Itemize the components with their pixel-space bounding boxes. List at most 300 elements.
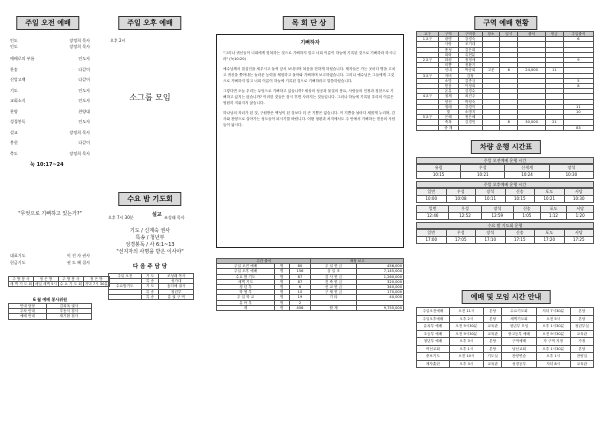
schedule-cell: 오후 1시30분 (536, 323, 570, 331)
cell-report-cell: 인내 (438, 68, 458, 73)
am-worship-column (0, 0, 108, 424)
schedule-cell: 교육관 (570, 360, 593, 368)
cell-report-cell: 강경이 (458, 104, 482, 109)
cell-report-cell: 9 (563, 58, 593, 63)
bus-stop: 유림 (417, 165, 461, 172)
am-order-value: 장정희 목사 (69, 129, 90, 135)
bus-time: 17:15 (505, 237, 535, 244)
bus-table-a (416, 164, 594, 179)
bus-time: 10:30 (564, 196, 594, 203)
cell-report-cell: 양선 (438, 99, 458, 104)
bus-time: 10:24 (505, 172, 549, 179)
cell-report-cell: 8 (563, 84, 593, 89)
am-order-label: 축도 (10, 150, 18, 156)
cell-report-cell: 2교구 (417, 58, 439, 63)
stats-table (216, 258, 404, 311)
cell-report-cell: 30,000 (518, 120, 546, 125)
next-week-prayer (10, 253, 90, 258)
next-duty-cell: 수요밤기도 (109, 284, 142, 289)
cell-report-header: 헌금 (545, 32, 563, 37)
offer-amount: 456,000 (356, 264, 403, 269)
column-paragraph: "그러나 귀신들이 너희에게 항복하는 것으로 기뻐하지 말고 너희 이름이 하늘에 기록된 것으로 기뻐하라 하시니라" (눅10:20) (223, 51, 396, 61)
am-order-label: 기도 (10, 87, 18, 93)
attend-unit: 명 (275, 290, 289, 295)
schedule-body (417, 308, 594, 368)
bus-stop: 포도 (535, 230, 565, 237)
bus-time: 17:10 (476, 237, 506, 244)
bus-stop: 서당 (567, 206, 594, 213)
cell-report-cell (545, 125, 563, 130)
attend-label: 주 일 학 교 (217, 295, 275, 300)
cell-report-cell (482, 125, 500, 130)
service-person: 김희옥 권사 (46, 304, 91, 309)
cell-report-cell: 빛 (438, 110, 458, 115)
duty-cell: 매일 새벽 5시 (34, 282, 57, 287)
pm-worship-column (100, 0, 200, 424)
bus-time: 10:11 (476, 196, 506, 203)
bus-row (417, 196, 594, 203)
schedule-cell: 본당 (570, 308, 593, 316)
attend-count: 87 (289, 274, 311, 279)
bus-row (417, 206, 594, 213)
bus-stop: 우성 (449, 206, 481, 213)
offer-amount: 170,000 (356, 290, 403, 295)
cell-report-cell: 화평 (438, 58, 458, 63)
bus-stop: 신송 (505, 189, 535, 196)
offer-amount: 1,260,000 (356, 274, 403, 279)
cell-report-title: 구역 예배 현황 (474, 16, 537, 30)
schedule-cell: 성경공부 (502, 360, 536, 368)
offer-label: 기 타 (311, 295, 356, 300)
attend-count: 456 (289, 305, 311, 310)
cell-report-cell: 유현분 (458, 52, 482, 57)
cell-report-cell: 광명 (438, 37, 458, 42)
column-section (210, 0, 408, 424)
next-duty-cell: 유 권 구 역 (159, 294, 194, 299)
schedule-cell: 청년부 예배 (417, 338, 450, 346)
schedule-cell: 수요기도회 (502, 308, 536, 316)
am-order-label: 봉헌 (10, 140, 18, 145)
cell-report-cell (518, 125, 546, 130)
schedule-row (417, 353, 594, 361)
cell-report-cell: 21 (545, 120, 563, 125)
cell-report-cell: 김은희 (458, 47, 482, 52)
cell-report-cell: 5 (563, 78, 593, 83)
schedule-cell: 찬양실 (570, 353, 593, 361)
next-week-offering (10, 260, 90, 265)
attend-count: 10 (289, 290, 311, 295)
am-order-value: 인도자 (78, 87, 90, 93)
pm-time: 오후 2시 (110, 38, 126, 43)
next-duty-cell: 성가대 (159, 279, 194, 284)
schedule-row (417, 345, 594, 353)
bus-row (417, 172, 594, 179)
cell-report-cell: 8 (500, 120, 518, 125)
attend-unit: 명 (275, 274, 289, 279)
am-order-item (10, 88, 90, 93)
cell-report-row (417, 125, 594, 130)
cell-report-cell: 정환기 (458, 63, 482, 68)
schedule-cell: 제자훈련 (417, 360, 450, 368)
bus-time: 10:15 (505, 196, 535, 203)
offer-amount: 320,000 (356, 279, 403, 284)
schedule-cell: 새벽기도회 (502, 315, 536, 323)
cell-report-cell: 4교구 (417, 94, 439, 99)
schedule-cell: 오전 5시 (536, 315, 570, 323)
wed-prayer-title: 수요 밤 기도회 (118, 192, 181, 206)
service-person: 우동식 집사 (46, 309, 91, 314)
cell-report-cell: 김종규 (458, 78, 482, 83)
schedule-cell: 오후 1시 (536, 353, 570, 361)
cell-report-cell: 소명지 (458, 110, 482, 115)
column-paragraph: 하나님의 자녀가 된 것, 구원받은 백성이 된 것보다 더 큰 기쁨은 없습니다. 이 기쁨을 날마다 새롭게 누리며, 감사와 찬양으로 살아가는 성도들이 되시기를 바랍니다. 어떤 형편과 처지에서도 주 안에서 기뻐하는 믿음의 사람들이 됩시다. (223, 111, 396, 127)
offer-label: 감 사 헌 금 (311, 274, 356, 279)
cell-report-cell: 온유 (438, 89, 458, 94)
am-order-value: 다같이 (78, 66, 90, 72)
bus-row (417, 165, 594, 172)
bus-route-b: 주일 오후예배 운행 시간 (416, 181, 594, 188)
schedule-cell: 오후 3시 (449, 360, 483, 368)
cell-report-header: 일시 (500, 32, 518, 37)
service-person: 세기환 집사 (46, 314, 91, 319)
next-week-prayer-label: 대표기도 (10, 253, 26, 258)
duty-cell: 주 방 봉 사 (9, 277, 34, 282)
am-order-value: 장정희 목사 (69, 150, 90, 156)
schedule-cell: 본당 (483, 345, 501, 353)
bus-title: 차량 운행 시간표 (471, 140, 541, 154)
column-paragraph: 그렇다면 오늘 우리는 무엇으로 기뻐하고 있습니까? 세상의 성공과 물질의 풍요, 사람들의 인정과 칭찬으로 기뻐하고 있지는 않습니까? 이러한 것들은 잠시 후면 사라지는 것들입니다. 그러나 하늘에 기록된 우리의 이름은 영원히 지워지지 않습니다. (223, 89, 394, 105)
cell-report-cell: 김경민 (458, 120, 482, 125)
bus-time: 12:52 (449, 213, 481, 220)
schedule-row (417, 330, 594, 338)
cell-report-cell: 미쁨 (438, 63, 458, 68)
bus-time: 10:30 (549, 172, 593, 179)
bus-time: 17:20 (535, 237, 565, 244)
attend-label: 청 년 부 (217, 285, 275, 290)
bus-stop: 신송 (505, 230, 535, 237)
am-order-item (10, 151, 90, 156)
schedule-cell: 본당 (483, 315, 501, 323)
am-order-item (10, 130, 90, 135)
wed-sermon-label: 설교 (152, 212, 162, 218)
schedule-cell: 유치부 예배 (417, 323, 450, 331)
bus-stop: 일번 (417, 230, 447, 237)
cell-report-cell: 은혜 (438, 115, 458, 120)
bus-time: 1:20 (567, 213, 594, 220)
cell-report-body (417, 37, 594, 131)
duty-cell: 수 요 기 도 회 (59, 282, 82, 287)
attend-unit: 명 (275, 285, 289, 290)
pm-program: 소그룹 모임 (129, 93, 171, 102)
cell-report-cell: 고운 (482, 68, 500, 73)
cell-report-cell: 소망 (438, 78, 458, 83)
schedule-cell: 저녁 7시30분 (536, 308, 570, 316)
attend-unit: 명 (275, 269, 289, 274)
column-box (216, 34, 404, 248)
scripture-ref: 눅 10:17~24 (30, 162, 64, 168)
schedule-cell: 오전 9시30분 (536, 330, 570, 338)
bus-time: 17:00 (417, 237, 447, 244)
cell-report-table (416, 31, 594, 131)
next-duty-table (108, 273, 194, 300)
next-week-offering-value: 권 도 혜 집사 (66, 260, 90, 265)
attend-unit: 명 (275, 279, 289, 284)
wed-line-4: "선지자의 사명을 받은 이사야" (116, 249, 184, 255)
schedule-row (417, 323, 594, 331)
cell-report-cell: 박공희 (458, 68, 482, 73)
schedule-cell: 오후 1시 (449, 345, 483, 353)
offer-header: 재정 보고 (311, 259, 404, 264)
am-order-label: 예배로의 부름 (10, 56, 35, 61)
cell-report-cell: 정정애 (458, 58, 482, 63)
service-role: 주차 안내 (9, 309, 47, 314)
cell-report-cell: 박정숙 (458, 99, 482, 104)
am-order-item (10, 56, 90, 61)
duty-cell: 저녁 7시 30분 (84, 282, 108, 287)
cell-report-cell: 5교구 (417, 115, 439, 120)
attend-label: 계 (217, 305, 275, 310)
offer-label: 구 제 헌 금 (311, 290, 356, 295)
offer-label: 선 교 헌 금 (311, 285, 356, 290)
schedule-cell: 청년부실 (570, 323, 593, 331)
attend-label: 새벽 기도 (217, 279, 275, 284)
cell-report-cell: 축복 (438, 120, 458, 125)
bus-row (417, 237, 594, 244)
schedule-cell: 찬양연습 (502, 353, 536, 361)
schedule-cell: 교육관 (483, 323, 501, 331)
bus-time: 17:25 (564, 237, 594, 244)
am-order-item (10, 109, 90, 114)
bus-table-d (416, 229, 594, 244)
cell-report-cell: 중 계 (438, 125, 458, 130)
column-subtitle: 기뻐하자 (300, 40, 320, 46)
am-lead-sub (10, 44, 90, 49)
am-order-label: 찬양 (10, 108, 18, 114)
duty-table (8, 276, 110, 287)
schedule-cell: 오전 11시 (449, 308, 483, 316)
wed-line-1: 기도 / 신계숙 권사 (129, 228, 171, 234)
bus-section (416, 157, 594, 244)
am-lead-label: 인도 (10, 38, 18, 43)
bus-stop: 일번 (417, 189, 447, 196)
cell-report-cell: 24,000 (518, 68, 546, 73)
schedule-cell: 오전 10시 (449, 353, 483, 361)
bus-row (417, 189, 594, 196)
bus-time: 17:05 (446, 237, 476, 244)
cell-report-cell: 6 (500, 68, 518, 73)
next-duty-cell: 특 송 (141, 279, 159, 284)
attend-count: 156 (289, 269, 311, 274)
am-order-label: 설교 (10, 129, 18, 135)
bus-row (417, 213, 594, 220)
sermon-title: "무엇으로 기뻐하고 있는가?" (18, 211, 82, 217)
next-duty-row (109, 284, 194, 289)
attend-unit: 명 (275, 305, 289, 310)
schedule-cell: 중고등부 예배 (502, 330, 536, 338)
cell-report-cell: 조기대 (458, 42, 482, 47)
bus-stop: 일번 (417, 206, 449, 213)
am-order-item (10, 140, 90, 145)
service-row (9, 314, 92, 319)
bus-time: 1:05 (513, 213, 540, 220)
schedule-cell: 본당 (483, 338, 501, 346)
pm-worship-title: 주일 오후 예배 (118, 16, 181, 30)
bus-stop: 신송 (513, 206, 540, 213)
wed-time: 오후 7시 30분 (108, 215, 134, 220)
cell-report-cell: 10 (563, 110, 593, 115)
offer-amount: 340,000 (356, 285, 403, 290)
attend-unit: 명 (275, 264, 289, 269)
am-order-value: 다같이 (78, 140, 90, 145)
cell-report-cell: 김정 (458, 73, 482, 78)
am-order-label: 신앙고백 (10, 77, 26, 82)
schedule-cell: 오후 3시 (449, 338, 483, 346)
attend-header: 주간 출석 (217, 259, 311, 264)
schedule-cell: 오전 9시30분 (449, 323, 483, 331)
am-order-value: 인도자 (78, 98, 90, 103)
next-duty-cell: 기 도 (141, 284, 159, 289)
schedule-cell: 저녁 8시 (536, 360, 570, 368)
am-order-label: 찬송 (10, 66, 18, 72)
cell-report-header: 출석 (518, 32, 546, 37)
cell-report-cell: 충성 (438, 47, 458, 52)
bus-stop: 포도 (540, 206, 567, 213)
column-paragraph: 예수님께서 칠십인을 세우시고 둘씩 앞서 보내시며 복음을 전하게 하셨습니다. 제자들은 가는 곳마다 병을 고치고 귀신을 쫓아내는 놀라운 능력을 체험하고 돌아와 기뻐하며 보고하였습니다. 그러나 예수님은 그들에게 그것으로 기뻐하지 말고 너희 이름이 하늘에 기록된 것으로 기뻐하라고 말씀하셨습니다. (223, 67, 396, 83)
bus-stop: 서당 (564, 230, 594, 237)
am-order-label: 교회소식 (10, 98, 26, 103)
schedule-cell: 여선교회 (417, 345, 450, 353)
bus-time: 10:21 (535, 196, 565, 203)
offer-label: 주 일 헌 금 (311, 264, 356, 269)
attend-unit: 명 (275, 295, 289, 300)
bus-table-b (416, 188, 594, 203)
schedule-title: 예배 및 모임 시간 안내 (462, 290, 551, 304)
cell-report-cell: 83 (563, 125, 593, 130)
next-duty-row (109, 274, 194, 279)
cell-report-cell: 믿음 (438, 84, 458, 89)
next-duty-cell: 주일 오전 (109, 274, 142, 279)
bus-stop: 장석 (481, 206, 513, 213)
schedule-cell: 주일오후예배 (417, 315, 450, 323)
bus-table-c (416, 205, 594, 220)
bus-stop: 포도 (535, 189, 565, 196)
am-order-value: 인도자 (78, 56, 90, 61)
next-duty-cell: 기 도 (141, 274, 159, 279)
next-week-offering-label: 헌금기도 (10, 260, 26, 265)
next-duty-cell: 청년부 (159, 289, 194, 294)
duty-row (9, 282, 110, 287)
service-role: 안내 담당 (9, 304, 47, 309)
offer-amount: 9,755,000 (356, 305, 403, 310)
attend-label: 학 생 부 (217, 290, 275, 295)
schedule-cell: 중보기도 (417, 353, 450, 361)
attend-count: 87 (289, 279, 311, 284)
next-duty-cell: 홍다혜 권사 (159, 284, 194, 289)
column-title: 목 회 단 상 (283, 16, 335, 30)
bus-stop: 장석 (549, 165, 593, 172)
am-order-value: 인도자 (78, 119, 90, 124)
cell-report-cell (500, 125, 518, 130)
schedule-cell: 청년부 모임 (502, 323, 536, 331)
cell-report-cell: 6 (563, 37, 593, 42)
cell-report-cell: 사랑 (438, 42, 458, 47)
duty-cell: 정 은 방 (33, 277, 58, 282)
cell-report-header: 교구 (417, 32, 439, 37)
offer-amount: 7,145,000 (356, 269, 403, 274)
attend-count: 19 (289, 295, 311, 300)
attend-unit: 명 (275, 300, 289, 305)
attend-label: 주일 오후 예배 (217, 269, 275, 274)
schedule-cell: 교육관 (483, 360, 501, 368)
schedule-cell: 각 구역 지정 (536, 338, 570, 346)
bus-stop: 장석 (476, 189, 506, 196)
schedule-cell: 기도실 (483, 353, 501, 361)
bus-stop: 장석 (476, 230, 506, 237)
am-lead-sub-label: 인도 (10, 44, 18, 49)
offer-label: 건 축 헌 금 (311, 279, 356, 284)
am-order-value: 다같이 (78, 77, 90, 82)
bus-row (417, 230, 594, 237)
schedule-cell: 가정 (570, 338, 593, 346)
bus-route-c: 수요 밤 기도회 운행 (416, 222, 594, 229)
duty-cell: 새 벽 기 도 회 (10, 282, 32, 287)
cell-report-cell: 강경숙 (458, 37, 482, 42)
cell-report-header: 주일출석 (563, 32, 593, 37)
attend-count: 80 (289, 264, 311, 269)
cell-report-cell: 희락 (438, 52, 458, 57)
bus-time: 10:15 (417, 172, 461, 179)
schedule-cell: 남선교회 (502, 345, 536, 353)
attend-count: 6 (289, 285, 311, 290)
cell-report-cell: 3교구 (417, 73, 439, 78)
schedule-cell: 교육관 (483, 330, 501, 338)
service-committee-table (8, 303, 92, 320)
am-order-item (10, 119, 90, 124)
cell-report-cell: 1교구 (417, 37, 439, 42)
am-order-item (10, 98, 90, 103)
next-duty-cell: 특 송 (141, 289, 159, 294)
cell-report-cell: 이정희 (458, 84, 482, 89)
cell-report-cell: 김경수 (458, 89, 482, 94)
info-column (412, 0, 600, 424)
stats-body (217, 264, 404, 311)
attend-count: 2 (289, 300, 311, 305)
schedule-row (417, 315, 594, 323)
cell-report-header: 구역 (438, 32, 458, 37)
am-order-value: 찬양대 (78, 108, 90, 114)
schedule-cell: 본당 (570, 345, 593, 353)
bus-route-a: 주일 오전예배 운행 시간 (416, 157, 594, 164)
bus-time: 10:21 (461, 172, 505, 179)
attend-label: 주일 오전 예배 (217, 264, 275, 269)
cell-report-cell: 11 (545, 68, 563, 73)
next-duty-cell (109, 294, 142, 299)
am-order-item (10, 77, 90, 82)
schedule-cell: 본당 (570, 315, 593, 323)
am-order-label: 성경봉독 (10, 119, 26, 124)
next-duty-row (109, 294, 194, 299)
cell-report-cell: 열매 (438, 104, 458, 109)
cell-report-cell: 최진주 (458, 94, 482, 99)
am-lead (10, 38, 90, 43)
schedule-cell: 오후 1시30분 (536, 345, 570, 353)
bus-stop: 우성 (461, 165, 505, 172)
wed-line-2: 특송 / 청년부 (135, 235, 165, 241)
bus-stop: 신세계 (505, 165, 549, 172)
duty-cell: 정 은 방 (83, 277, 109, 282)
cell-report-cell (417, 125, 439, 130)
am-worship-title: 주일 오전 예배 (16, 16, 79, 30)
